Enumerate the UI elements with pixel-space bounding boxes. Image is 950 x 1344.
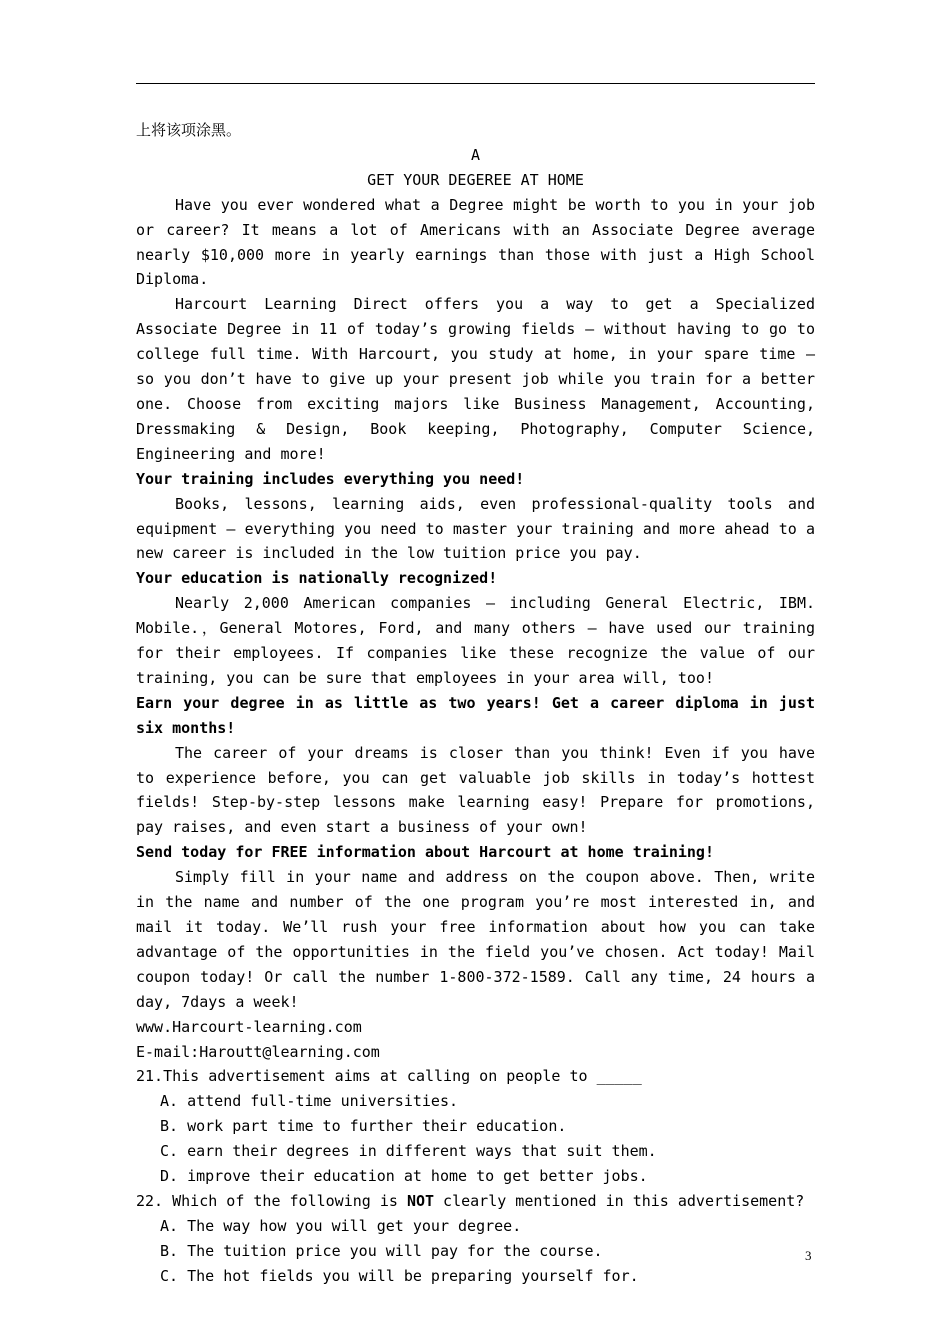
question-22-stem-emphasis: NOT — [406, 1191, 435, 1210]
section-letter: A — [470, 145, 481, 164]
question-21-stem: 21.This advertisement aims at calling on people to _____ — [136, 1067, 642, 1086]
paragraph-6: Simply fill in your name and address on the coupon above. Then, write in the name and number of the one program you’re most interested in, and mail it today. We’ll rush your free information about how you can take advantage of the opportunities in the field you’ve chosen. Act today! Mail coupon today! Or call the number 1-800-372-1589. Call any time, 24 hours a day, 7days a week! — [136, 868, 815, 1011]
website-link: www.Harcourt-learning.com — [136, 1017, 362, 1036]
question-21-option-a: A. attend full-time universities. — [160, 1092, 459, 1111]
question-22-stem-before: 22. Which of the following is — [136, 1191, 407, 1210]
paragraph-5: The career of your dreams is closer than you think! Even if you have to experience before, you can get valuable job skills in today’s hottest fields! Step-by-step lessons make learning easy! Prepare for promotions, pay raises, and even start a business of your own! — [136, 743, 815, 837]
intro-text: 上将该项涂黑。 — [136, 121, 242, 139]
question-21-option-b: B. work part time to further their education. — [160, 1117, 567, 1136]
document-body — [136, 118, 815, 1289]
paragraph-4: Nearly 2,000 American companies — including General Electric, IBM. Mobile.，General Motores, Ford, and many others — have used our training for their employees. If companies like these recognize the value of our training, you can be sure that employees in your area will, too! — [136, 594, 815, 687]
question-22-option-a: A. The way how you will get your degree. — [160, 1216, 522, 1235]
subheading-training: Your training includes everything you need! — [136, 469, 525, 488]
paragraph-3: Books, lessons, learning aids, even professional-quality tools and equipment — everything you need to master your training and more ahead to a new career is included in the low tuition price you pay. — [136, 494, 815, 563]
passage-title: GET YOUR DEGEREE AT HOME — [367, 170, 584, 189]
subheading-education: Your education is nationally recognized! — [136, 569, 498, 588]
question-21-option-d: D. improve their education at home to get better jobs. — [160, 1167, 648, 1186]
page-number: 3 — [805, 1248, 812, 1263]
question-22-option-c: C. The hot fields you will be preparing yourself for. — [160, 1266, 639, 1285]
email-address: E-mail:Haroutt@learning.com — [136, 1042, 380, 1061]
header-rule — [136, 83, 815, 84]
question-21-option-c: C. earn their degrees in different ways that suit them. — [160, 1142, 657, 1161]
paragraph-2: Harcourt Learning Direct offers you a way to get a Specialized Associate Degree in 11 of today’s growing fields — without having to go to college full time. With Harcourt, you study at home, in your spare time — so you don’t have to give up your present job while you train for a better one. Choose from exciting majors like Business Management, Accounting, Dressmaking & Design, Book keeping, Photography, Computer Science, Engineering and more! — [136, 295, 815, 463]
question-22-option-b: B. The tuition price you will pay for the course. — [160, 1241, 603, 1260]
subheading-send-today: Send today for FREE information about Harcourt at home training! — [136, 843, 714, 862]
question-22-stem — [136, 1189, 815, 1214]
subheading-earn-degree: Earn your degree in as little as two years! Get a career diploma in just six months! — [136, 693, 815, 737]
paragraph-1: Have you ever wondered what a Degree might be worth to you in your job or career? It means a lot of Americans with an Associate Degree average nearly $10,000 more in yearly earnings than those with just a High School Diploma. — [136, 195, 815, 289]
question-22-stem-after: clearly mentioned in this advertisement? — [434, 1191, 805, 1210]
